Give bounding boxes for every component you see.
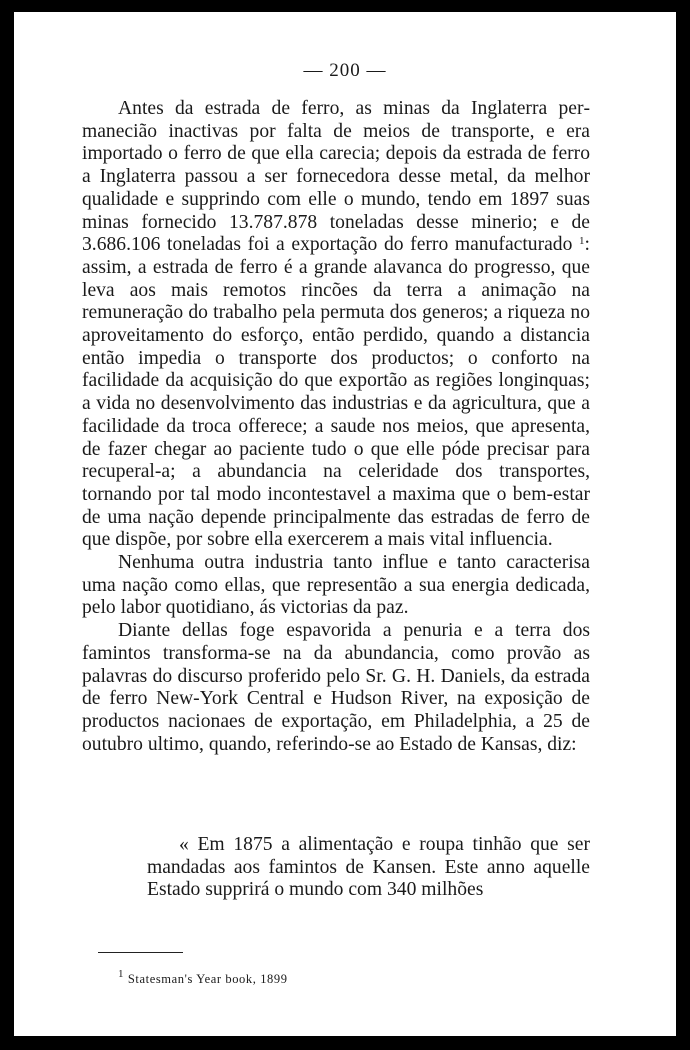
footnote-text: Statesman's Year book, 1899 [127,972,288,986]
paragraph-1 [82,98,590,552]
paragraph-1-continuation: : assim, a estrada de ferro é a grande alavanca do progresso, que leva aos mais remotos rincões da terra a animação na remuneração do trabalho pela permuta dos generos; a riqueza no aproveitamento do esforço, então perdido, quando a distancia então impedia o transporte dos productos; o conforto na facilidade da acquisição do que exportão as regiões longinquas; a vida no desenvolvimento das industrias e da agricultura, que a facilidade da troca offerece; a saude nos meios, que apresenta, de fazer chegar ao paciente tudo o que elle póde precisar para recuperal-a; a abundancia na celeridade dos transportes, tornando por tal modo incontestavel a maxima que o bem-estar de uma nação depende principalmente das estradas de ferro de que dispõe, por sobre ella exercerem a mais vital influencia. [82,234,590,551]
paragraph-1-text: Antes da estrada de ferro, as minas da Inglaterra permanecião inactivas por falta de meios de transporte, e era importado o ferro de que ella carecia; depois da estrada de ferro a Inglaterra passou a ser fornecedora desse metal, da melhor qualidade e supprindo com elle o mundo, tendo em 1897 suas minas fornecido 13.787.878 toneladas desse minerio; e de 3.686.106 toneladas foi a exportação do ferro manufacturado [82,98,590,256]
document-page [14,12,676,1036]
footnote [118,968,288,987]
footnote-reference[interactable]: 1 [579,235,585,248]
footnote-divider [98,952,183,953]
block-quote: « Em 1875 a alimentação e roupa tinhão que ser mandadas aos famintos de Kansen. Este anno aquelle Estado supprirá o mundo com 340 milhões [147,834,590,901]
page-number: — 200 — [303,60,387,81]
footnote-marker: 1 [118,968,125,980]
paragraph-2: Nenhuma outra industria tanto influe e tanto caracterisa uma nação como ellas, que representão a sua energia dedicada, pelo labor quotidiano, ás victorias da paz. [82,552,590,619]
paragraph-3: Diante dellas foge espavorida a penuria e a terra dos famintos transforma-se na da abundancia, como provão as palavras do discurso proferido pelo Sr. G. H. Daniels, da estrada de ferro New-York Central e Hudson River, na exposição de productos nacionaes de exportação, em Philadelphia, a 25 de outubro ultimo, quando, referindo-se ao Estado de Kansas, diz: [82,620,590,755]
body-text [82,98,590,756]
